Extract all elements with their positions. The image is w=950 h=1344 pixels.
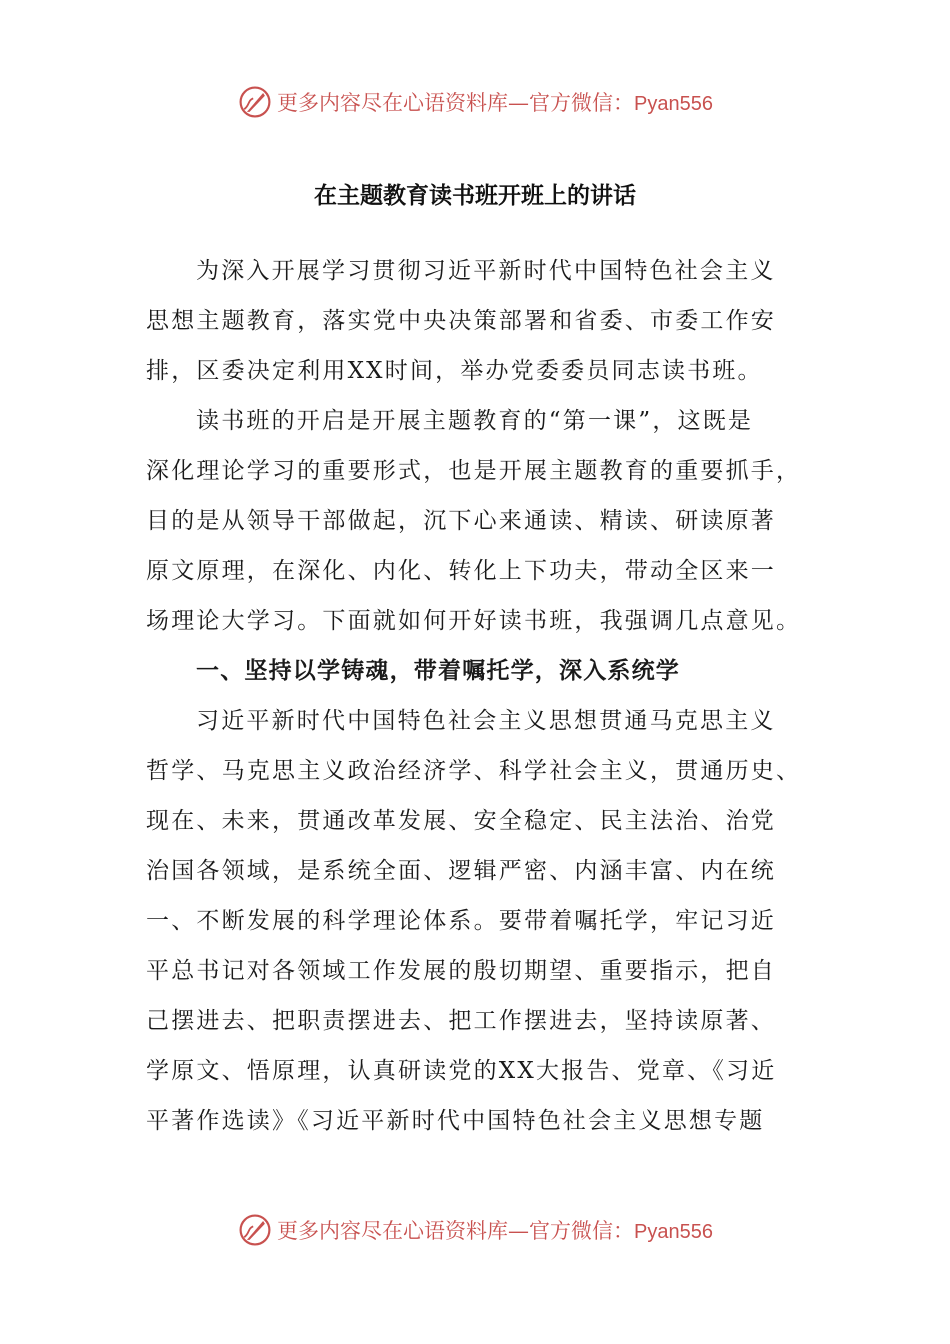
paragraph-line: 场理论大学习。下面就如何开好读书班，我强调几点意见。 — [146, 608, 802, 634]
paragraph-line: 己摆进去、把职责摆进去、把工作摆进去，坚持读原著、 — [146, 1008, 776, 1034]
paragraph-line: 哲学、马克思主义政治经济学、科学社会主义，贯通历史、 — [146, 758, 802, 784]
watermark-banner-top — [0, 82, 950, 122]
paragraph-line: 目的是从领导干部做起，沉下心来通读、精读、研读原著 — [146, 508, 776, 534]
paragraph-line: 为深入开展学习贯彻习近平新时代中国特色社会主义 — [196, 258, 776, 284]
watermark-banner-bottom — [0, 1210, 950, 1250]
quill-pen-icon — [237, 1212, 273, 1248]
paragraph-line: 思想主题教育，落实党中央决策部署和省委、市委工作安 — [146, 308, 776, 334]
watermark-text: 更多内容尽在心语资料库—官方微信： — [277, 91, 635, 115]
document-title: 在主题教育读书班开班上的讲话 — [314, 183, 636, 209]
watermark-wechat-id: Pyan556 — [634, 1221, 713, 1243]
paragraph-line: 平著作选读》《习近平新时代中国特色社会主义思想专题 — [146, 1108, 765, 1134]
paragraph-line: 平总书记对各领域工作发展的殷切期望、重要指示，把自 — [146, 958, 776, 984]
paragraph-line: 读书班的开启是开展主题教育的“第一课”，这既是 — [196, 408, 754, 434]
paragraph-line: 学原文、悟原理，认真研读党的XX大报告、党章、《习近 — [146, 1058, 777, 1084]
watermark-text: 更多内容尽在心语资料库—官方微信： — [277, 1219, 635, 1243]
paragraph-line: 深化理论学习的重要形式，也是开展主题教育的重要抓手， — [146, 458, 802, 484]
paragraph-line: 习近平新时代中国特色社会主义思想贯通马克思主义 — [196, 708, 776, 734]
section-heading: 一、坚持以学铸魂，带着嘱托学，深入系统学 — [196, 658, 680, 684]
paragraph-line: 排，区委决定利用XX时间，举办党委委员同志读书班。 — [146, 358, 763, 384]
quill-pen-icon — [237, 84, 273, 120]
paragraph-line: 现在、未来，贯通改革发展、安全稳定、民主法治、治党 — [146, 808, 776, 834]
paragraph-line: 治国各领域，是系统全面、逻辑严密、内涵丰富、内在统 — [146, 858, 776, 884]
document-body — [146, 246, 806, 1146]
paragraph-line: 原文原理，在深化、内化、转化上下功夫，带动全区来一 — [146, 558, 776, 584]
watermark-wechat-id: Pyan556 — [634, 93, 713, 115]
paragraph-line: 一、不断发展的科学理论体系。要带着嘱托学，牢记习近 — [146, 908, 776, 934]
